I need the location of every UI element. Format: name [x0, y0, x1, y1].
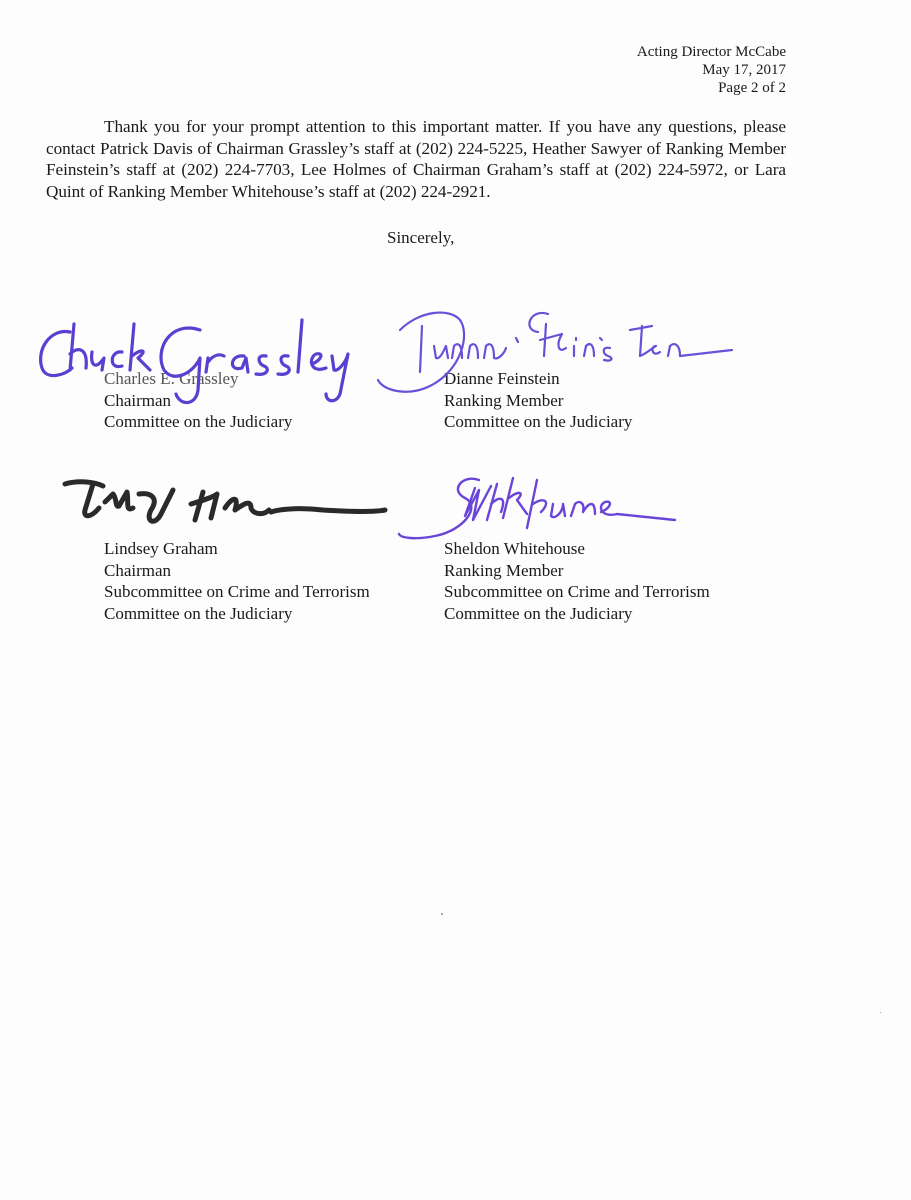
signature-ink	[41, 320, 348, 403]
signatory-title: Chairman	[104, 560, 172, 580]
signature-block-whitehouse	[444, 538, 710, 624]
scan-speck	[880, 1012, 881, 1013]
signatory-title: Chairman	[104, 390, 172, 410]
signature-block-graham	[104, 538, 370, 624]
header-date: May 17, 2017	[702, 62, 786, 78]
signatory-title: Ranking Member	[444, 560, 564, 580]
signatory-name: Charles E. Grassley	[104, 369, 239, 388]
body-paragraph: Thank you for your prompt attention to this important matter. If you have any questions, please contact Patrick Davis of Chairman Grassley’s staff at (202) 224-5225, Heather Sawyer of Ranking Member Feinstein’s staff at (202) 224-7703, Lee Holmes of Chairman Graham’s staff at (202) 224-5972, or Lara Quint of Ranking Member Whitehouse’s staff at (202) 224-2921.	[46, 117, 786, 201]
signatory-committee: Committee on the Judiciary	[104, 412, 293, 431]
closing-salutation: Sincerely,	[387, 228, 455, 247]
signatory-name: Lindsey Graham	[104, 539, 218, 558]
feinstein-signature-image	[370, 300, 740, 400]
signature-ink	[378, 313, 732, 392]
signatory-subcommittee: Subcommittee on Crime and Terrorism	[104, 582, 370, 601]
header-page-number: Page 2 of 2	[718, 80, 786, 96]
grassley-signature-image	[30, 310, 370, 410]
signature-ink	[399, 478, 675, 538]
signatory-title: Ranking Member	[444, 390, 564, 410]
signatory-subcommittee: Subcommittee on Crime and Terrorism	[444, 582, 710, 601]
signatory-committee: Committee on the Judiciary	[444, 603, 633, 623]
graham-signature-image	[55, 468, 395, 538]
whitehouse-signature-image	[395, 468, 685, 548]
signatory-name: Sheldon Whitehouse	[444, 539, 585, 558]
letter-header	[637, 43, 786, 97]
signatory-committee: Committee on the Judiciary	[104, 603, 293, 623]
header-recipient: Acting Director McCabe	[636, 44, 786, 60]
scan-speck	[441, 913, 443, 915]
signatory-name: Dianne Feinstein	[444, 369, 560, 388]
signatory-committee: Committee on the Judiciary	[444, 412, 633, 431]
signature-ink	[65, 482, 385, 521]
